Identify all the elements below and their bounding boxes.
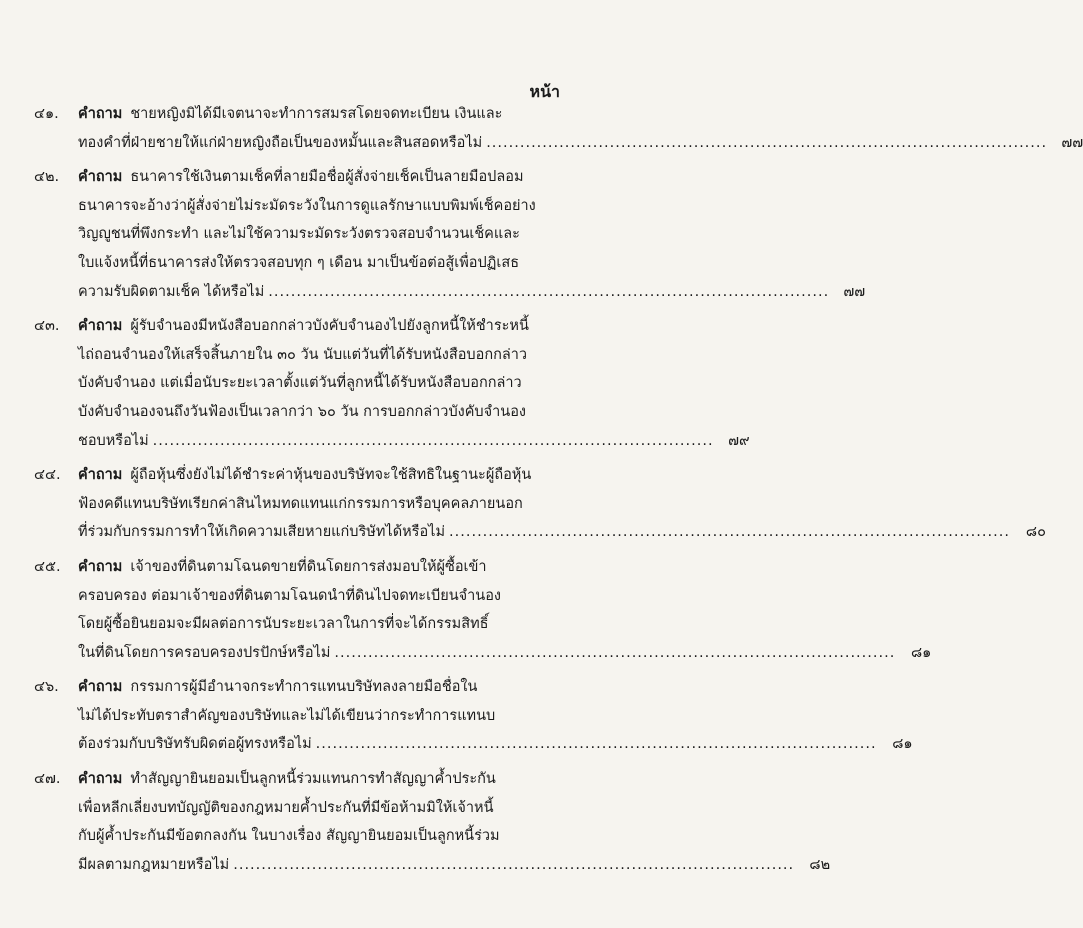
entry-line: ครอบครอง ต่อมาเจ้าของที่ดินตามโฉนดนำที่ดินไปจดทะเบียนจำนอง [78,587,502,604]
question-label: คำถาม [78,169,123,186]
entry-line [78,553,931,582]
question-label: คำถาม [78,771,123,788]
entry-text: ผู้ถือหุ้นซึ่งยังไม่ได้ชำระค่าหุ้นของบริษัทจะใช้สิทธิในฐานะผู้ถือหุ้น [130,467,532,484]
entry-body [78,765,830,879]
question-label: คำถาม [78,558,123,575]
leader-dots: .................................................................................................... [334,644,896,661]
entry-last-line [78,278,865,307]
entry-body [78,163,865,306]
question-label: คำถาม [78,318,123,335]
entry-line [78,461,1046,490]
entry-text: เจ้าของที่ดินตามโฉนดขายที่ดินโดยการส่งมอบให้ผู้ซื้อเข้า [130,558,487,575]
entry-last-line [78,730,913,759]
entry-last-line [78,639,931,668]
entry-text: ต้องร่วมกับบริษัทรับผิดต่อผู้ทรงหรือไม่ [78,736,312,753]
entry-body [78,673,913,759]
question-label: คำถาม [78,467,123,484]
entry-last-line [78,851,830,880]
page-number: ๗๗ [1061,134,1083,151]
entry-line: ฟ้องคดีแทนบริษัทเรียกค่าสินไหมทดแทนแก่กรรมการหรือบุคคลภายนอก [78,495,523,512]
entry-last-line [78,427,750,456]
entry-number: ๔๕. [34,558,61,575]
entry-line: ไม่ได้ประทับตราสำคัญของบริษัทและไม่ได้เขียนว่ากระทำการแทนบ [78,707,496,724]
entry-body [78,312,750,455]
question-label: คำถาม [78,679,123,696]
entry-line: โดยผู้ซื้อยินยอมจะมีผลต่อการนับระยะเวลาในการที่จะได้กรรมสิทธิ์ [78,616,489,633]
toc-entry [34,100,1083,157]
question-label: คำถาม [78,106,123,122]
entry-line [78,312,750,341]
entry-body [78,461,1046,547]
entry-text: ทำสัญญายินยอมเป็นลูกหนี้ร่วมแทนการทำสัญญาค้ำประกัน [130,771,496,788]
toc-entry [34,765,831,879]
entry-text: ชอบหรือไม่ [78,432,149,449]
page-number: ๘๑ [892,736,913,753]
entry-text: ธนาคารใช้เงินตามเช็คที่ลายมือชื่อผู้สั่งจ่ายเช็คเป็นลายมือปลอม [130,169,524,186]
entry-line [78,100,1083,129]
entry-text: ผู้รับจำนองมีหนังสือบอกกล่าวบังคับจำนองไปยังลูกหนี้ให้ชำระหนี้ [130,318,529,335]
entry-number: ๔๓. [34,318,60,335]
page-number: ๘๒ [809,856,831,873]
page-number: ๘๐ [1025,524,1046,541]
toc-entry [34,163,866,306]
page-column-header: หน้า [529,82,560,101]
page-number: ๘๑ [910,644,932,661]
entry-text: ความรับผิดตามเช็ค ได้หรือไม่ [78,283,265,300]
toc-list [34,100,1083,879]
toc-entry [34,461,1046,547]
entry-text: ทองคำที่ฝ่ายชายให้แก่ฝ่ายหญิงถือเป็นของหมั้นและสินสอดหรือไม่ [78,134,483,151]
toc-entry [34,673,913,759]
entry-last-line [78,129,1083,158]
entry-number: ๔๒. [34,169,60,186]
leader-dots: .................................................................................................... [268,283,830,300]
page-number: ๗๗ [843,283,866,300]
leader-dots: .................................................................................................... [315,736,877,753]
entry-text: ในที่ดินโดยการครอบครองปรปักษ์หรือไม่ [78,644,331,661]
entry-line: บังคับจำนอง แต่เมื่อนับระยะเวลาตั้งแต่วันที่ลูกหนี้ได้รับหนังสือบอกกล่าว [78,375,522,392]
entry-line: เพื่อหลีกเลี่ยงบทบัญญัติของกฎหมายค้ำประกันที่มีข้อห้ามมิให้เจ้าหนี้ [78,799,494,816]
entry-text: ที่ร่วมกับกรรมการทำให้เกิดความเสียหายแก่บริษัทได้หรือไม่ [78,524,446,541]
leader-dots: .................................................................................................... [449,524,1010,541]
leader-dots: .................................................................................................... [233,856,795,873]
leader-dots: .................................................................................................... [486,134,1048,151]
entry-text: มีผลตามกฎหมายหรือไม่ [78,856,230,873]
entry-line: ไถ่ถอนจำนองให้เสร็จสิ้นภายใน ๓๐ วัน นับแต่วันที่ได้รับหนังสือบอกกล่าว [78,346,528,363]
entry-line: ใบแจ้งหนี้ที่ธนาคารส่งให้ตรวจสอบทุก ๆ เดือน มาเป็นข้อต่อสู้เพื่อปฏิเสธ [78,254,520,271]
toc-entry [34,553,932,667]
entry-number: ๔๗. [34,771,61,788]
entry-number: ๔๔. [34,467,61,484]
entry-number: ๔๖. [34,679,59,696]
entry-last-line [78,518,1046,547]
entry-body [78,100,1083,157]
entry-text: ชายหญิงมิได้มีเจตนาจะทำการสมรสโดยจดทะเบียน เงินและ [130,106,503,122]
entry-line: ธนาคารจะอ้างว่าผู้สั่งจ่ายไม่ระมัดระวังในการดูแลรักษาแบบพิมพ์เช็คอย่าง [78,197,536,214]
entry-body [78,553,931,667]
entry-line [78,673,913,702]
entry-text: กรรมการผู้มีอำนาจกระทำการแทนบริษัทลงลายมือชื่อใน [130,679,478,696]
entry-line [78,765,830,794]
entry-line: บังคับจำนองจนถึงวันฟ้องเป็นเวลากว่า ๖๐ วัน การบอกกล่าวบังคับจำนอง [78,403,526,420]
page-number: ๗๙ [728,432,750,449]
entry-line [78,163,865,192]
leader-dots: .................................................................................................... [152,432,714,449]
toc-entry [34,312,750,455]
entry-line: กับผู้ค้ำประกันมีข้อตกลงกัน ในบางเรื่อง สัญญายินยอมเป็นลูกหนี้ร่วม [78,828,500,845]
entry-line: วิญญูชนที่พึงกระทำ และไม่ใช้ความระมัดระวังตรวจสอบจำนวนเช็คและ [78,226,520,243]
entry-number: ๔๑. [34,106,59,122]
